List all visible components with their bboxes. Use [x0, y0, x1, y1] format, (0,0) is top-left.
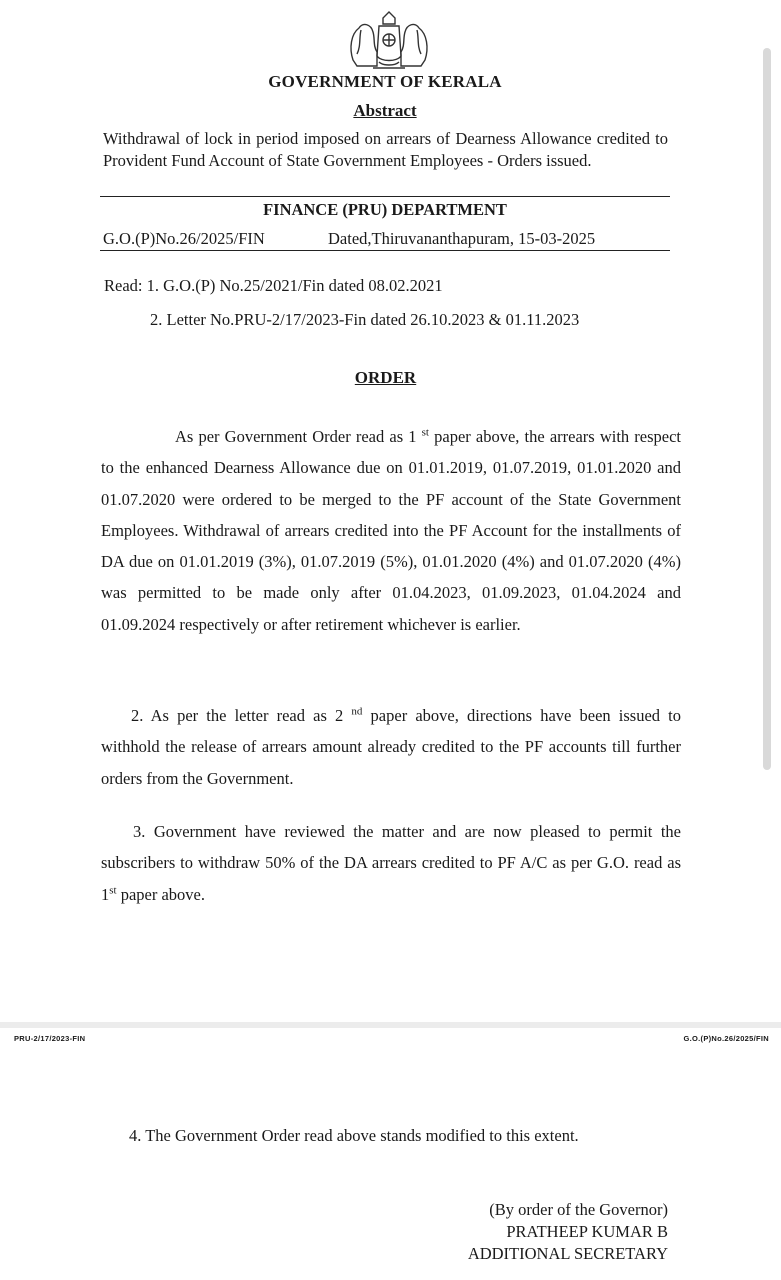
government-title: GOVERNMENT OF KERALA: [268, 72, 502, 91]
paragraph-2-text-a: 2. As per the letter read as 2: [131, 706, 344, 725]
paragraph-2-text-b: paper above, directions have been issued to withhold the release of arrears amount already credited to the PF accounts till further orders from the Government.: [101, 706, 681, 788]
signatory-designation: ADDITIONAL SECRETARY: [467, 1244, 668, 1263]
emblem-graphic: [343, 8, 435, 74]
paragraph-4: 4. The Government Order read above stands modified to this extent.: [129, 1126, 579, 1145]
department-title: FINANCE (PRU) DEPARTMENT: [263, 200, 507, 219]
paragraph-1-text-b: paper above, the arrears with respect to the enhanced Dearness Allowance due on 01.01.2019, 01.07.2019, 01.01.2020 and 01.07.2020 were ordered to be merged to the PF account of the State Government Employees. Withdrawal of arrears credited into the PF Account for the installments of DA due on 01.01.2019 (3%), 01.07.2019 (5%), 01.01.2020 (4%) and 01.07.2020 (4%) was permitted to be made only after 01.04.2023, 01.09.2023, 01.04.2024 and 01.09.2024 respectively or after retirement whichever is earlier.: [101, 427, 682, 634]
read-reference-2: 2. Letter No.PRU-2/17/2023-Fin dated 26.10.2023 & 01.11.2023: [150, 310, 580, 329]
paragraph-2-sup: nd: [351, 705, 363, 718]
paragraph-1-sup: st: [421, 426, 429, 439]
go-date: Dated,Thiruvananthapuram, 15-03-2025: [328, 229, 596, 248]
paragraph-3-text-a: 3. Government have reviewed the matter and are now pleased to permit the subscribers to withdraw 50% of the DA arrears credited to PF A/C as per G.O. read as 1: [101, 822, 681, 904]
paragraph-3-sup: st: [109, 884, 117, 897]
footer-file-number: PRU-2/17/2023-FIN: [14, 1034, 86, 1043]
scrollbar[interactable]: [763, 48, 771, 770]
subject-text: Withdrawal of lock in period imposed on arrears of Dearness Allowance credited to Provident Fund Account of State Government Employees - Orders issued.: [103, 129, 668, 170]
abstract-label: Abstract: [353, 101, 417, 120]
paragraph-1-text-a: As per Government Order read as 1: [175, 427, 417, 446]
kerala-emblem-icon: [343, 8, 435, 74]
signatory-name: PRATHEEP KUMAR B: [506, 1222, 668, 1241]
read-reference-1: Read: 1. G.O.(P) No.25/2021/Fin dated 08.02.2021: [104, 276, 443, 295]
paragraph-3: [101, 816, 681, 910]
footer-go-number: G.O.(P)No.26/2025/FIN: [683, 1034, 769, 1043]
paragraph-1: [101, 421, 681, 640]
signature-order-line: (By order of the Governor): [489, 1200, 668, 1219]
go-number: G.O.(P)No.26/2025/FIN: [103, 229, 265, 248]
divider-bottom: [100, 250, 670, 251]
divider-top: [100, 196, 670, 197]
order-heading: ORDER: [354, 368, 417, 387]
paragraph-3-text-b: paper above.: [116, 884, 206, 904]
paragraph-2: [101, 700, 681, 794]
page-break: [0, 1022, 781, 1028]
